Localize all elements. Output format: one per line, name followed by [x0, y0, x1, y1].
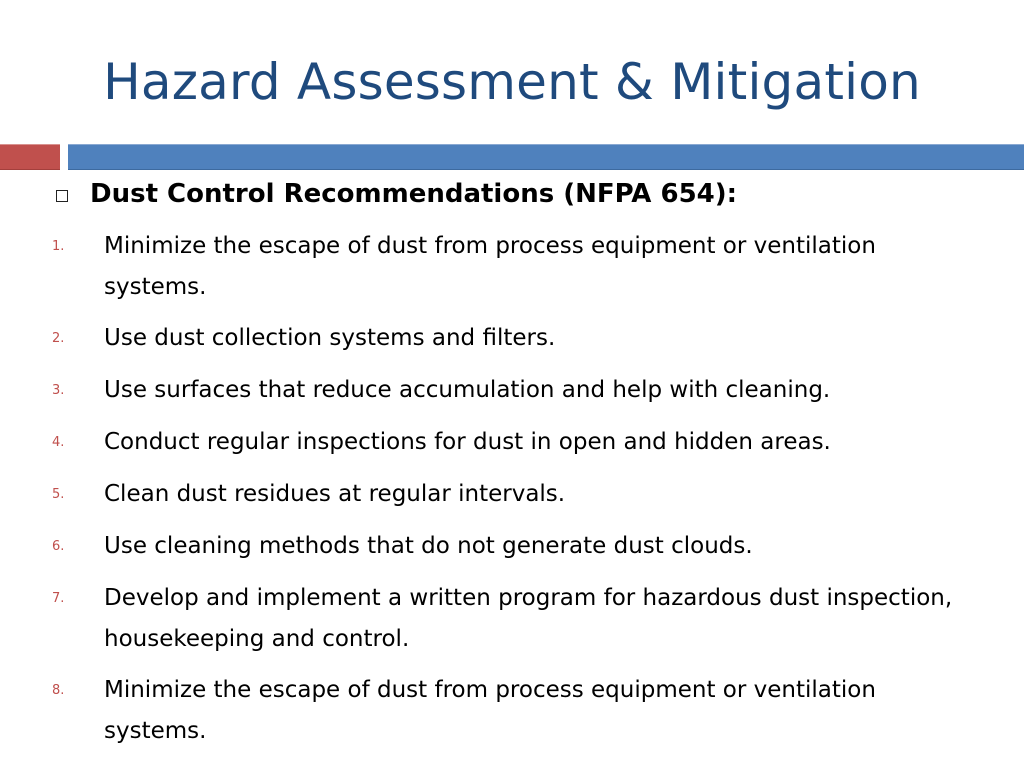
title-divider-blue	[68, 144, 1024, 170]
title-divider-red	[0, 144, 60, 170]
square-bullet-icon	[56, 190, 68, 202]
recommendation-list	[52, 226, 982, 762]
section-heading: Dust Control Recommendations (NFPA 654):	[90, 179, 738, 209]
list-item	[52, 578, 982, 660]
list-item-number: 8.	[52, 683, 65, 698]
list-item-text: Minimize the escape of dust from process equipment or ventilation systems.	[104, 677, 876, 744]
list-item	[52, 422, 982, 464]
list-item	[52, 526, 982, 568]
list-item	[52, 474, 982, 516]
list-item	[52, 370, 982, 412]
list-item-number: 3.	[52, 383, 65, 398]
list-item-text: Develop and implement a written program for hazardous dust inspection, housekeeping and control.	[104, 585, 953, 652]
list-item-number: 4.	[52, 435, 65, 450]
list-item-number: 7.	[52, 591, 65, 606]
list-item	[52, 318, 982, 360]
list-item-number: 2.	[52, 331, 65, 346]
list-item-text: Conduct regular inspections for dust in open and hidden areas.	[104, 429, 831, 455]
list-item-text: Use surfaces that reduce accumulation and help with cleaning.	[104, 377, 831, 403]
list-item-number: 5.	[52, 487, 65, 502]
list-item-number: 6.	[52, 539, 65, 554]
list-item-text: Use cleaning methods that do not generate dust clouds.	[104, 533, 753, 559]
list-item-number: 1.	[52, 239, 65, 254]
list-item	[52, 226, 982, 308]
list-item-text: Use dust collection systems and filters.	[104, 325, 556, 351]
list-item-text: Minimize the escape of dust from process equipment or ventilation systems.	[104, 233, 876, 300]
list-item	[52, 670, 982, 752]
section-heading-row	[56, 174, 996, 214]
list-item-text: Clean dust residues at regular intervals.	[104, 481, 566, 507]
slide-title: Hazard Assessment & Mitigation	[103, 53, 921, 111]
